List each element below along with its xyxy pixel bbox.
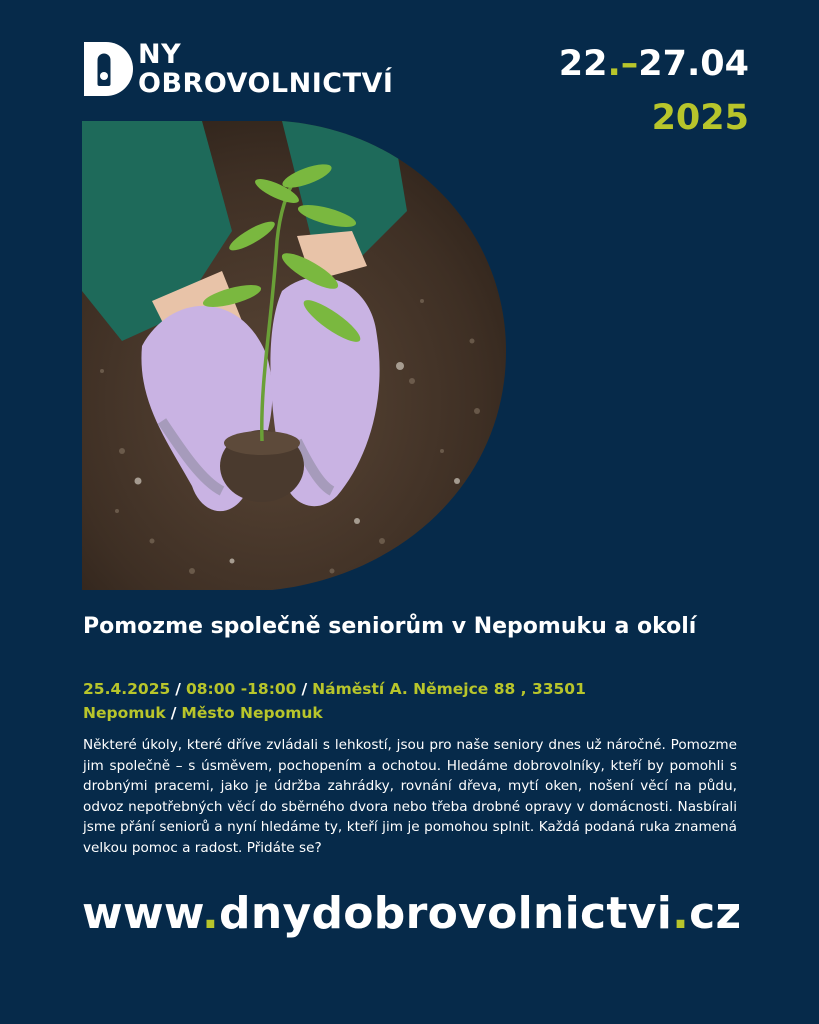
- event-year: 2025: [651, 98, 749, 138]
- website-url[interactable]: [82, 884, 762, 944]
- website-prefix: www: [82, 888, 203, 939]
- logo-text-line1: NY: [138, 39, 182, 70]
- dny-logo-d-mark-icon: [82, 40, 138, 98]
- meta-separator: /: [170, 704, 177, 722]
- website-domain: dnydobrovolnictvi: [219, 888, 673, 939]
- event-time: 08:00 -18:00: [185, 680, 297, 698]
- date-separator: .–: [607, 44, 639, 84]
- website-dot: .: [202, 888, 220, 939]
- website-dot: .: [672, 888, 690, 939]
- meta-separator: /: [301, 680, 308, 698]
- date-end: 27.04: [638, 44, 749, 84]
- website-tld: cz: [689, 888, 742, 939]
- volunteer-planting-photo: [82, 121, 506, 590]
- meta-separator: /: [175, 680, 181, 698]
- event-description: Některé úkoly, které dříve zvládali s lehkostí, jsou pro naše seniory dnes už náročné. Pomozme jim společně – s úsměvem, pochopením a ochotou. Hledáme dobrovolníky, kteří by pomohli s drobnými pracemi, jako je údržba zahrádky, rovnání dřeva, mytí oken, nošení věcí na půdu, odvoz nepotřebných věcí do sběrného dvora nebo třeba drobné opravy v domácnosti. Nasbírali jsme přání seniorů a nyní hledáme ty, kteří jim je pomohou splnit. Každá podaná ruka znamená velkou pomoc a radost. Přidáte se?: [83, 737, 737, 856]
- event-title: Pomozme společně seniorům v Nepomuku a okolí: [83, 614, 697, 639]
- date-start: 22: [558, 44, 608, 84]
- event-organizer: Město Nepomuk: [181, 704, 323, 722]
- dny-dobrovolnictvi-logo: [82, 40, 442, 104]
- event-address: Náměstí A. Němejce 88 , 33501 Nepomuk: [83, 680, 586, 722]
- event-meta: [83, 677, 733, 725]
- event-date: 25.4.2025: [83, 680, 171, 698]
- logo-text-line2: OBROVOLNICTVÍ: [138, 68, 394, 99]
- event-date-range: [559, 44, 749, 84]
